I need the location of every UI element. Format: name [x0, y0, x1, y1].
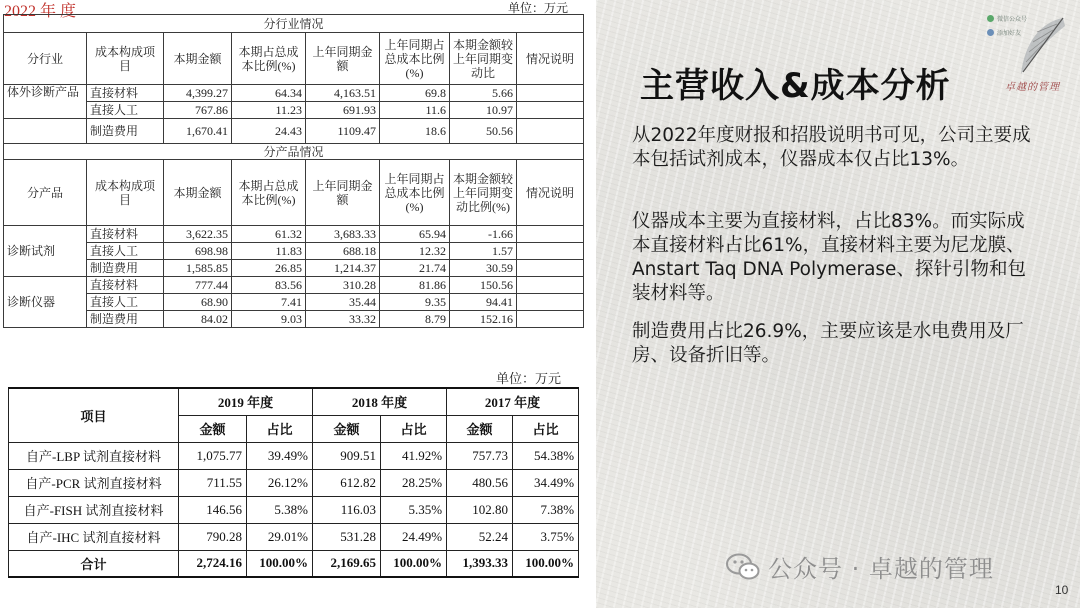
table-cell: 69.8: [380, 85, 450, 102]
table-cell: 777.44: [164, 277, 232, 294]
reagent-direct-material-table: [8, 387, 579, 578]
header-cell: 上年同期金额: [306, 160, 380, 226]
feather-icon: [1011, 12, 1071, 82]
table-cell: 5.66: [450, 85, 517, 102]
table-cell: 2,724.16: [179, 550, 247, 577]
table-cell: 102.80: [447, 496, 513, 523]
table-cell: 7.38%: [513, 496, 579, 523]
table-cell: [517, 119, 584, 144]
table-cell: 30.59: [450, 260, 517, 277]
wechat-icon: [726, 553, 760, 581]
table-cell: 24.49%: [381, 523, 447, 550]
table-cell: 21.74: [380, 260, 450, 277]
table-cell: 12.32: [380, 243, 450, 260]
table-cell: 531.28: [313, 523, 381, 550]
table-cell: 41.92%: [381, 442, 447, 469]
header-cell: 上年同期金额: [306, 33, 380, 85]
row-label: 自产-FISH 试剂直接材料: [9, 496, 179, 523]
table-cell: 50.56: [450, 119, 517, 144]
table-cell: 9.35: [380, 294, 450, 311]
year-header: 2019 年度: [179, 388, 313, 415]
table-cell: 11.6: [380, 102, 450, 119]
table-cell: 54.38%: [513, 442, 579, 469]
total-label: 合计: [9, 550, 179, 577]
header-cell: 本期金额较上年同期变动比例(%): [450, 160, 517, 226]
table-cell: 83.56: [232, 277, 306, 294]
section-title: 分产品情况: [4, 144, 584, 160]
table-cell: 9.03: [232, 311, 306, 328]
row-label: 自产-LBP 试剂直接材料: [9, 442, 179, 469]
table-cell: 35.44: [306, 294, 380, 311]
paragraph: 仪器成本主要为直接材料，占比83%。而实际成本直接材料占比61%，直接材料主要为尼龙膜、Anstart Taq DNA Polymerase、探针引物和包装材料等。: [632, 211, 1026, 304]
sub-header: 金额: [313, 415, 381, 442]
header-cell: 本期金额: [164, 33, 232, 85]
table-cell: 790.28: [179, 523, 247, 550]
table-cell: 1109.47: [306, 119, 380, 144]
table-cell: 152.16: [450, 311, 517, 328]
table-cell: 制造费用: [87, 260, 164, 277]
table-cell: 100.00%: [513, 550, 579, 577]
table-cell: 64.34: [232, 85, 306, 102]
unit-label: 单位：万元: [496, 371, 562, 386]
brand-signature: 卓越的管理: [1005, 82, 1060, 93]
table-cell: 84.02: [164, 311, 232, 328]
reagent-material-table: [0, 364, 585, 608]
table-cell: 直接人工: [87, 294, 164, 311]
table-cell: 1.57: [450, 243, 517, 260]
table-cell: 1,214.37: [306, 260, 380, 277]
table-cell: 52.24: [447, 523, 513, 550]
table-cell: 3,622.35: [164, 226, 232, 243]
header-cell: 本期占总成本比例(%): [232, 33, 306, 85]
cost-table-2022: [0, 0, 585, 356]
slide-title: 主营收入&成本分析: [640, 66, 951, 106]
table-cell: 1,075.77: [179, 442, 247, 469]
brand-logo: [983, 8, 1075, 98]
table-cell: 310.28: [306, 277, 380, 294]
qr-label: 添加好友: [997, 30, 1022, 37]
qr-label: 微信公众号: [997, 16, 1028, 23]
table-cell: 3.75%: [513, 523, 579, 550]
header-cell: 分产品: [4, 160, 87, 226]
table-cell: 100.00%: [381, 550, 447, 577]
table-cell: [517, 311, 584, 328]
sub-header: 占比: [247, 415, 313, 442]
table-cell: 1,393.33: [447, 550, 513, 577]
table-cell: 757.73: [447, 442, 513, 469]
table-cell: [517, 277, 584, 294]
table-cell: [4, 119, 87, 144]
group-label: 诊断试剂: [4, 226, 87, 277]
table-cell: [517, 243, 584, 260]
year-heading: 2022 年 度: [4, 3, 77, 20]
table-cell: 612.82: [313, 469, 381, 496]
header-cell: 成本构成项目: [87, 33, 164, 85]
row-label: 自产-PCR 试剂直接材料: [9, 469, 179, 496]
sub-header: 金额: [179, 415, 247, 442]
row-label: 自产-IHC 试剂直接材料: [9, 523, 179, 550]
table-cell: 2,169.65: [313, 550, 381, 577]
table-cell: 65.94: [380, 226, 450, 243]
table-cell: [517, 294, 584, 311]
table-cell: 698.98: [164, 243, 232, 260]
table-cell: 7.41: [232, 294, 306, 311]
table-cell: 4,163.51: [306, 85, 380, 102]
table-cell: 11.83: [232, 243, 306, 260]
table-cell: 116.03: [313, 496, 381, 523]
header-cell: 成本构成项目: [87, 160, 164, 226]
table-cell: 909.51: [313, 442, 381, 469]
table-cell: 61.32: [232, 226, 306, 243]
wechat-watermark: [726, 549, 994, 584]
table-cell: 480.56: [447, 469, 513, 496]
table-cell: 直接材料: [87, 85, 164, 102]
table-cell: 制造费用: [87, 311, 164, 328]
table-cell: [517, 85, 584, 102]
table-cell: 1,585.85: [164, 260, 232, 277]
table-cell: 11.23: [232, 102, 306, 119]
table-cell: 711.55: [179, 469, 247, 496]
table-cell: 18.6: [380, 119, 450, 144]
table-cell: 制造费用: [87, 119, 164, 144]
table-cell: 150.56: [450, 277, 517, 294]
table-cell: [517, 260, 584, 277]
page-number: 10: [1055, 583, 1069, 597]
watermark-text: 公众号 · 卓越的管理: [768, 555, 994, 583]
table-cell: 28.25%: [381, 469, 447, 496]
header-cell: 本期金额较上年同期变动比: [450, 33, 517, 85]
table-cell: 767.86: [164, 102, 232, 119]
table-cell: 直接材料: [87, 226, 164, 243]
industry-product-cost-table: [3, 14, 584, 328]
table-cell: [517, 226, 584, 243]
table-cell: 94.41: [450, 294, 517, 311]
table-cell: 34.49%: [513, 469, 579, 496]
table-cell: 100.00%: [247, 550, 313, 577]
table-cell: 直接人工: [87, 243, 164, 260]
sub-header: 占比: [513, 415, 579, 442]
paragraph: 制造费用占比26.9%，主要应该是水电费用及厂房、设备折旧等。: [632, 321, 1024, 366]
table-cell: 5.38%: [247, 496, 313, 523]
table-cell: 81.86: [380, 277, 450, 294]
table-cell: 29.01%: [247, 523, 313, 550]
unit-label: 单位：万元: [508, 1, 569, 15]
table-cell: 39.49%: [247, 442, 313, 469]
table-cell: 146.56: [179, 496, 247, 523]
paragraph: 从2022年度财报和招股说明书可见，公司主要成本包括试剂成本，仪器成本仅占比13%。: [632, 125, 1031, 170]
table-cell: 10.97: [450, 102, 517, 119]
table-cell: 1,670.41: [164, 119, 232, 144]
table-cell: -1.66: [450, 226, 517, 243]
header-cell: 情况说明: [517, 160, 584, 226]
table-cell: 8.79: [380, 311, 450, 328]
header-cell: 本期占总成本比例(%): [232, 160, 306, 226]
header-cell: 情况说明: [517, 33, 584, 85]
group-label: 诊断仪器: [4, 277, 87, 328]
header-cell: 上年同期占总成本比例(%): [380, 160, 450, 226]
table-cell: 26.85: [232, 260, 306, 277]
group-label: 体外诊断产品: [4, 85, 87, 119]
table-cell: 24.43: [232, 119, 306, 144]
table-cell: 688.18: [306, 243, 380, 260]
section-title: 分行业情况: [4, 15, 584, 33]
sub-header: 金额: [447, 415, 513, 442]
table-cell: 33.32: [306, 311, 380, 328]
table-cell: 26.12%: [247, 469, 313, 496]
header-cell: 分行业: [4, 33, 87, 85]
table-cell: 直接人工: [87, 102, 164, 119]
year-header: 2017 年度: [447, 388, 579, 415]
table-cell: 68.90: [164, 294, 232, 311]
table-cell: [517, 102, 584, 119]
table-cell: 4,399.27: [164, 85, 232, 102]
year-header: 2018 年度: [313, 388, 447, 415]
table-cell: 691.93: [306, 102, 380, 119]
table-cell: 直接材料: [87, 277, 164, 294]
header-cell: 本期金额: [164, 160, 232, 226]
item-header: 项目: [9, 388, 179, 442]
table-cell: 3,683.33: [306, 226, 380, 243]
header-cell: 上年同期占总成本比例(%): [380, 33, 450, 85]
sub-header: 占比: [381, 415, 447, 442]
table-cell: 5.35%: [381, 496, 447, 523]
